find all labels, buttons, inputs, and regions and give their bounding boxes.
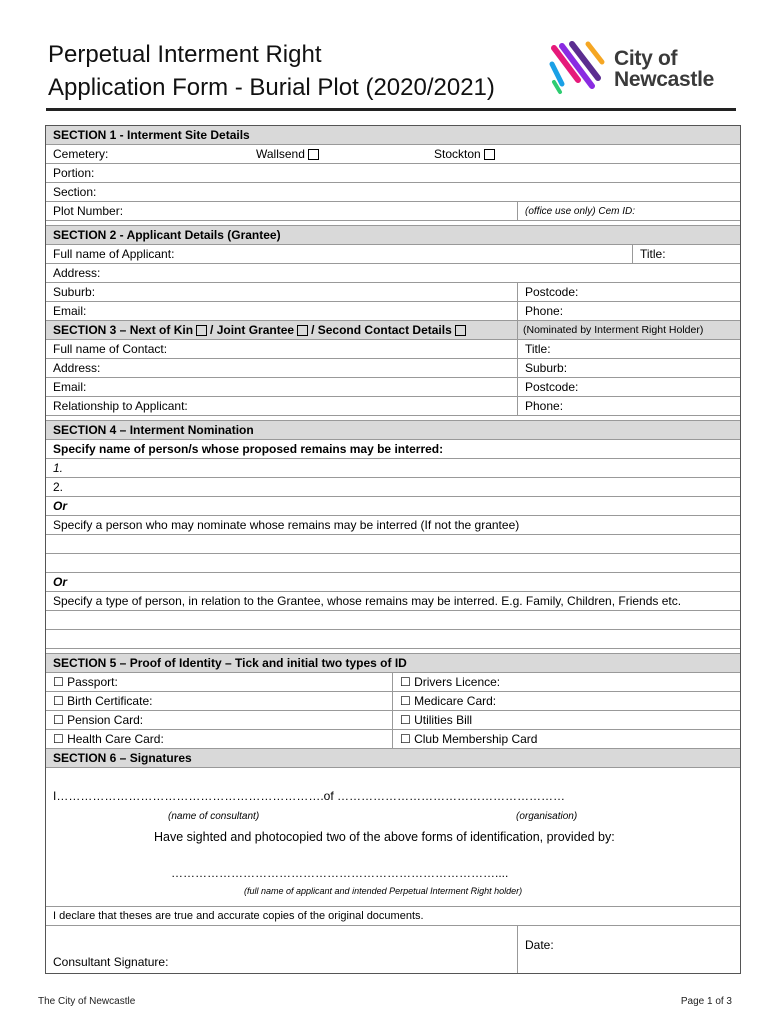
- organisation-note: (organisation): [516, 811, 578, 822]
- full-name-note: (full name of applicant and intended Perpetual Interment Right holder): [244, 886, 523, 896]
- id-row-3: [46, 711, 740, 730]
- wallsend-checkbox[interactable]: [308, 149, 319, 160]
- joint-grantee-checkbox[interactable]: [297, 325, 308, 336]
- section3-header: [46, 321, 740, 340]
- logo-line-2: Newcastle: [614, 68, 715, 91]
- next-of-kin-label: SECTION 3 – Next of Kin: [53, 323, 194, 337]
- applicant-address-label: Address:: [53, 266, 101, 280]
- specify-person-blank-1[interactable]: [46, 535, 740, 554]
- cem-id-label: (office use only) Cem ID:: [517, 202, 740, 220]
- consultant-signature-field[interactable]: Consultant Signature:: [53, 955, 169, 969]
- portion-row[interactable]: [46, 164, 740, 183]
- name-of-consultant-note: (name of consultant): [168, 811, 260, 822]
- or-label-2: Or: [53, 575, 68, 589]
- specify-person-label: Specify a person who may nominate whose remains may be interred (If not the grantee): [53, 518, 520, 532]
- contact-name-label[interactable]: Full name of Contact:: [53, 342, 168, 356]
- contact-name-row: [46, 340, 740, 359]
- applicant-dotted-line[interactable]: ………………………………………………………………………....: [171, 866, 509, 880]
- logo-text: [614, 48, 714, 90]
- utilities-bill-option[interactable]: ☐ Utilities Bill: [392, 711, 740, 729]
- contact-address-row: [46, 359, 740, 378]
- nominee-2-row[interactable]: [46, 478, 740, 497]
- or-label-1: Or: [53, 499, 68, 513]
- declaration-row: [46, 907, 740, 926]
- specify-type-label: Specify a type of person, in relation to the Grantee, whose remains may be interred. E.g. Family, Children, Friends etc.: [53, 594, 682, 608]
- page-title: [48, 38, 495, 104]
- portion-label: Portion:: [53, 166, 95, 180]
- specify-person-blank-2[interactable]: [46, 554, 740, 573]
- specify-names-row: [46, 440, 740, 459]
- contact-email-label[interactable]: Email:: [53, 380, 87, 394]
- applicant-address-row[interactable]: [46, 264, 740, 283]
- consultant-line[interactable]: I………………………………………………………….of …………………………………………………: [53, 789, 566, 803]
- specify-names-label: Specify name of person/s whose proposed remains may be interred:: [53, 442, 444, 456]
- health-care-card-option[interactable]: ☐ Health Care Card:: [53, 732, 164, 746]
- section1-heading: SECTION 1 - Interment Site Details: [53, 128, 250, 142]
- application-form: [45, 125, 741, 974]
- logo-line-1: City of: [614, 47, 678, 70]
- date-field[interactable]: Date:: [517, 926, 740, 973]
- contact-address-label[interactable]: Address:: [53, 361, 101, 375]
- section3-heading: [46, 321, 517, 339]
- second-contact-checkbox[interactable]: [455, 325, 466, 336]
- drivers-licence-option[interactable]: ☐ Drivers Licence:: [392, 673, 740, 691]
- applicant-title-label[interactable]: Title:: [632, 245, 740, 263]
- passport-option[interactable]: ☐ Passport:: [53, 675, 118, 689]
- contact-suburb-label[interactable]: Suburb:: [517, 359, 740, 377]
- specify-type-blank-1[interactable]: [46, 611, 740, 630]
- or-row-1: [46, 497, 740, 516]
- section-row[interactable]: [46, 183, 740, 202]
- id-row-4: [46, 730, 740, 749]
- medicare-card-option[interactable]: ☐ Medicare Card:: [392, 692, 740, 710]
- wallsend-option[interactable]: [249, 145, 427, 163]
- plot-number-row: [46, 202, 740, 221]
- logo-mark-icon: [548, 40, 614, 100]
- title-line-2: Application Form - Burial Plot (2020/2021): [48, 74, 495, 101]
- applicant-email-row: [46, 302, 740, 321]
- section5-header: [46, 654, 740, 673]
- relationship-label[interactable]: Relationship to Applicant:: [53, 399, 188, 413]
- applicant-suburb-label[interactable]: Suburb:: [53, 285, 96, 299]
- plot-number-label[interactable]: Plot Number:: [53, 204, 124, 218]
- nominee-2-label: 2.: [53, 480, 64, 494]
- section-label: Section:: [53, 185, 97, 199]
- id-row-1: [46, 673, 740, 692]
- section2-heading: SECTION 2 - Applicant Details (Grantee): [53, 228, 281, 242]
- birth-certificate-option[interactable]: ☐ Birth Certificate:: [53, 694, 153, 708]
- signatures-block: [46, 768, 740, 907]
- section1-header: [46, 126, 740, 145]
- declaration-text: I declare that theses are true and accurate copies of the original documents.: [53, 910, 424, 922]
- pension-card-option[interactable]: ☐ Pension Card:: [53, 713, 144, 727]
- cemetery-row: [46, 145, 740, 164]
- title-line-1: Perpetual Interment Right: [48, 41, 322, 68]
- contact-postcode-label[interactable]: Postcode:: [517, 378, 740, 396]
- contact-title-label[interactable]: Title:: [517, 340, 740, 358]
- signature-row: [46, 926, 740, 973]
- page-number: Page 1 of 3: [680, 996, 732, 1007]
- section4-heading: SECTION 4 – Interment Nomination: [53, 423, 254, 437]
- stockton-option[interactable]: [427, 145, 505, 163]
- section6-header: [46, 749, 740, 768]
- applicant-email-label[interactable]: Email:: [53, 304, 87, 318]
- specify-person-row: [46, 516, 740, 535]
- applicant-name-row: [46, 245, 740, 264]
- wallsend-label: Wallsend: [256, 147, 305, 161]
- specify-type-row: [46, 592, 740, 611]
- next-of-kin-checkbox[interactable]: [196, 325, 207, 336]
- have-sighted-text: Have sighted and photocopied two of the above forms of identification, provided by:: [154, 830, 615, 844]
- applicant-phone-label[interactable]: Phone:: [517, 302, 740, 320]
- applicant-suburb-row: [46, 283, 740, 302]
- section6-heading: SECTION 6 – Signatures: [53, 751, 192, 765]
- specify-type-blank-2[interactable]: [46, 630, 740, 649]
- id-row-2: [46, 692, 740, 711]
- or-row-2: [46, 573, 740, 592]
- relationship-row: [46, 397, 740, 416]
- cemetery-label: Cemetery:: [53, 147, 109, 161]
- applicant-name-label[interactable]: Full name of Applicant:: [53, 247, 175, 261]
- second-contact-label: / Second Contact Details: [311, 323, 452, 337]
- contact-email-row: [46, 378, 740, 397]
- applicant-postcode-label[interactable]: Postcode:: [517, 283, 740, 301]
- nominee-1-row[interactable]: [46, 459, 740, 478]
- city-of-newcastle-logo: [548, 40, 736, 100]
- footer-left: The City of Newcastle: [38, 996, 136, 1007]
- contact-phone-label[interactable]: Phone:: [517, 397, 740, 415]
- title-rule: [46, 108, 736, 111]
- stockton-checkbox[interactable]: [484, 149, 495, 160]
- nominee-1-label: 1.: [53, 461, 64, 475]
- section2-header: [46, 226, 740, 245]
- nominated-note: (Nominated by Interment Right Holder): [517, 321, 740, 339]
- club-membership-option[interactable]: ☐ Club Membership Card: [392, 730, 740, 748]
- joint-grantee-label: / Joint Grantee: [210, 323, 295, 337]
- section5-heading: SECTION 5 – Proof of Identity – Tick and initial two types of ID: [53, 656, 407, 670]
- stockton-label: Stockton: [434, 147, 481, 161]
- section4-header: [46, 421, 740, 440]
